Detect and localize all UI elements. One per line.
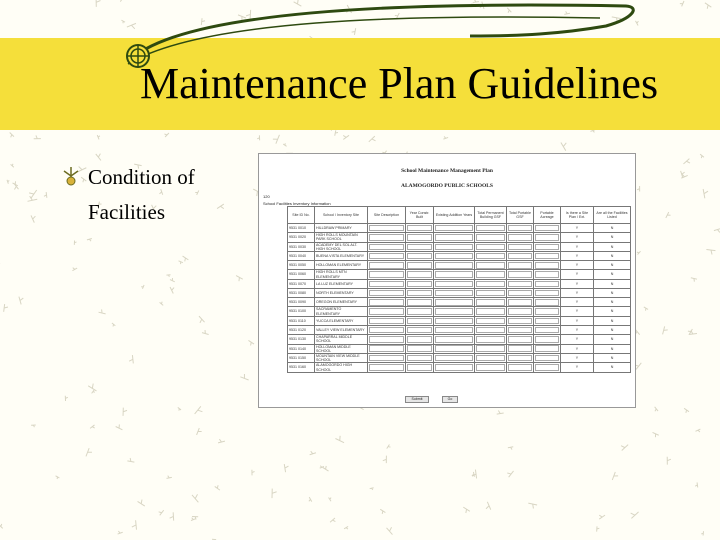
text-input[interactable] bbox=[369, 327, 404, 334]
inventory-table bbox=[287, 206, 631, 373]
yes-no-cell[interactable]: N bbox=[594, 279, 631, 288]
school-name-cell: HILLDRAW PRIMARY bbox=[315, 224, 368, 233]
text-input[interactable] bbox=[476, 253, 505, 260]
site-id-cell: 9531 0070 bbox=[288, 279, 315, 288]
input-field-cell[interactable] bbox=[475, 233, 507, 242]
table-row bbox=[288, 316, 631, 325]
yes-no-cell[interactable]: Y bbox=[561, 270, 594, 279]
yes-no-cell[interactable]: N bbox=[594, 224, 631, 233]
text-input[interactable] bbox=[407, 234, 432, 241]
text-input[interactable] bbox=[535, 234, 559, 241]
input-field-cell[interactable] bbox=[434, 325, 475, 334]
column-header: Total Permanent Building GSF bbox=[475, 207, 507, 224]
document-subtitle: ALAMOGORDO PUBLIC SCHOOLS bbox=[401, 183, 493, 189]
school-name-cell: NORTH ELEMENTARY bbox=[315, 288, 368, 297]
input-field-cell[interactable] bbox=[475, 288, 507, 297]
site-id-cell: 9531 0140 bbox=[288, 344, 315, 353]
text-input[interactable] bbox=[535, 364, 559, 371]
go-button[interactable]: Go bbox=[442, 396, 458, 403]
yes-no-cell[interactable]: N bbox=[594, 270, 631, 279]
yes-no-cell[interactable]: N bbox=[594, 353, 631, 362]
input-field-cell[interactable] bbox=[534, 261, 561, 270]
input-field-cell[interactable] bbox=[434, 252, 475, 261]
input-field-cell[interactable] bbox=[368, 316, 406, 325]
input-field-cell[interactable] bbox=[368, 344, 406, 353]
table-row bbox=[288, 335, 631, 344]
school-name-cell: BUENA VISTA ELEMENTARY bbox=[315, 252, 368, 261]
input-field-cell[interactable] bbox=[475, 270, 507, 279]
input-field-cell[interactable] bbox=[368, 224, 406, 233]
bullet-text: Condition of Facilities bbox=[88, 165, 195, 224]
yes-no-cell[interactable]: N bbox=[594, 288, 631, 297]
input-field-cell[interactable] bbox=[475, 353, 507, 362]
input-field-cell[interactable] bbox=[368, 261, 406, 270]
input-field-cell[interactable] bbox=[475, 307, 507, 316]
yes-no-cell[interactable]: Y bbox=[561, 363, 594, 372]
site-id-cell: 9531 0040 bbox=[288, 252, 315, 261]
input-field-cell[interactable] bbox=[406, 288, 434, 297]
text-input[interactable] bbox=[435, 262, 473, 269]
star-bullet-icon bbox=[60, 164, 82, 186]
text-input[interactable] bbox=[407, 253, 432, 260]
input-field-cell[interactable] bbox=[507, 307, 534, 316]
column-header: Site Description bbox=[368, 207, 406, 224]
text-input[interactable] bbox=[535, 299, 559, 306]
input-field-cell[interactable] bbox=[368, 298, 406, 307]
yes-no-cell[interactable]: N bbox=[594, 363, 631, 372]
text-input[interactable] bbox=[407, 364, 432, 371]
site-id-cell: 9531 0130 bbox=[288, 335, 315, 344]
input-field-cell[interactable] bbox=[406, 279, 434, 288]
site-id-cell: 9531 0150 bbox=[288, 353, 315, 362]
table-row bbox=[288, 298, 631, 307]
slide-title: Maintenance Plan Guidelines bbox=[140, 59, 659, 108]
text-input[interactable] bbox=[369, 318, 404, 325]
input-field-cell[interactable] bbox=[534, 298, 561, 307]
input-field-cell[interactable] bbox=[368, 252, 406, 261]
text-input[interactable] bbox=[407, 327, 432, 334]
input-field-cell[interactable] bbox=[475, 279, 507, 288]
column-header: Existing Addition Years bbox=[434, 207, 475, 224]
text-input[interactable] bbox=[407, 318, 432, 325]
text-input[interactable] bbox=[407, 244, 432, 251]
text-input[interactable] bbox=[407, 355, 432, 362]
school-name-cell: ACADEMY DEL SOL ALT. HIGH SCHOOL bbox=[315, 242, 368, 251]
text-input[interactable] bbox=[476, 318, 505, 325]
column-header: Year Constr. Built bbox=[406, 207, 434, 224]
input-field-cell[interactable] bbox=[368, 233, 406, 242]
input-field-cell[interactable] bbox=[475, 298, 507, 307]
yes-no-cell[interactable]: N bbox=[594, 233, 631, 242]
input-field-cell[interactable] bbox=[507, 363, 534, 372]
text-input[interactable] bbox=[369, 225, 404, 232]
text-input[interactable] bbox=[535, 281, 559, 288]
text-input[interactable] bbox=[435, 327, 473, 334]
column-header: Is there a Site Plan / Ext. bbox=[561, 207, 594, 224]
school-name-cell: OREGON ELEMENTARY bbox=[315, 298, 368, 307]
input-field-cell[interactable] bbox=[406, 252, 434, 261]
text-input[interactable] bbox=[407, 308, 432, 315]
input-field-cell[interactable] bbox=[434, 270, 475, 279]
input-field-cell[interactable] bbox=[434, 233, 475, 242]
input-field-cell[interactable] bbox=[475, 242, 507, 251]
input-field-cell[interactable] bbox=[406, 344, 434, 353]
text-input[interactable] bbox=[369, 290, 404, 297]
text-input[interactable] bbox=[535, 355, 559, 362]
text-input[interactable] bbox=[369, 244, 404, 251]
text-input[interactable] bbox=[435, 281, 473, 288]
input-field-cell[interactable] bbox=[507, 298, 534, 307]
text-input[interactable] bbox=[508, 234, 532, 241]
site-id-cell: 9531 0030 bbox=[288, 242, 315, 251]
yes-no-cell[interactable]: Y bbox=[561, 279, 594, 288]
table-row bbox=[288, 363, 631, 372]
text-input[interactable] bbox=[435, 345, 473, 352]
school-name-cell: YUCCA ELEMENTARY bbox=[315, 316, 368, 325]
yes-no-cell[interactable]: Y bbox=[561, 316, 594, 325]
text-input[interactable] bbox=[508, 253, 532, 260]
site-id-cell: 9531 0100 bbox=[288, 307, 315, 316]
yes-no-cell[interactable]: Y bbox=[561, 242, 594, 251]
input-field-cell[interactable] bbox=[507, 252, 534, 261]
input-field-cell[interactable] bbox=[368, 288, 406, 297]
table-row bbox=[288, 261, 631, 270]
text-input[interactable] bbox=[508, 355, 532, 362]
table-row bbox=[288, 344, 631, 353]
input-field-cell[interactable] bbox=[534, 279, 561, 288]
input-field-cell[interactable] bbox=[406, 233, 434, 242]
text-input[interactable] bbox=[476, 244, 505, 251]
text-input[interactable] bbox=[407, 225, 432, 232]
table-row bbox=[288, 270, 631, 279]
text-input[interactable] bbox=[407, 345, 432, 352]
bullet-item bbox=[60, 160, 238, 230]
text-input[interactable] bbox=[369, 308, 404, 315]
text-input[interactable] bbox=[535, 345, 559, 352]
text-input[interactable] bbox=[535, 253, 559, 260]
submit-button[interactable]: Submit bbox=[405, 396, 429, 403]
input-field-cell[interactable] bbox=[507, 270, 534, 279]
input-field-cell[interactable] bbox=[434, 363, 475, 372]
input-field-cell[interactable] bbox=[368, 242, 406, 251]
text-input[interactable] bbox=[476, 327, 505, 334]
input-field-cell[interactable] bbox=[368, 335, 406, 344]
input-field-cell[interactable] bbox=[434, 288, 475, 297]
text-input[interactable] bbox=[435, 336, 473, 343]
input-field-cell[interactable] bbox=[507, 325, 534, 334]
embedded-document bbox=[258, 153, 636, 408]
table-row bbox=[288, 242, 631, 251]
input-field-cell[interactable] bbox=[507, 261, 534, 270]
site-id-cell: 9531 0090 bbox=[288, 298, 315, 307]
yes-no-cell[interactable]: Y bbox=[561, 261, 594, 270]
input-field-cell[interactable] bbox=[534, 335, 561, 344]
yes-no-cell[interactable]: Y bbox=[561, 335, 594, 344]
text-input[interactable] bbox=[476, 225, 505, 232]
document-title: School Maintenance Management Plan bbox=[401, 168, 493, 174]
input-field-cell[interactable] bbox=[475, 363, 507, 372]
school-name-cell: ALAMOGORDO HIGH SCHOOL bbox=[315, 363, 368, 372]
input-field-cell[interactable] bbox=[368, 270, 406, 279]
yes-no-cell[interactable]: N bbox=[594, 344, 631, 353]
input-field-cell[interactable] bbox=[534, 316, 561, 325]
text-input[interactable] bbox=[369, 281, 404, 288]
yes-no-cell[interactable]: N bbox=[594, 307, 631, 316]
text-input[interactable] bbox=[476, 234, 505, 241]
yes-no-cell[interactable]: Y bbox=[561, 288, 594, 297]
yes-no-cell[interactable]: N bbox=[594, 335, 631, 344]
text-input[interactable] bbox=[435, 318, 473, 325]
yes-no-cell[interactable]: Y bbox=[561, 252, 594, 261]
input-field-cell[interactable] bbox=[475, 252, 507, 261]
input-field-cell[interactable] bbox=[534, 252, 561, 261]
input-field-cell[interactable] bbox=[507, 353, 534, 362]
yes-no-cell[interactable]: Y bbox=[561, 353, 594, 362]
input-field-cell[interactable] bbox=[368, 363, 406, 372]
column-header: Site ID No. bbox=[288, 207, 315, 224]
input-field-cell[interactable] bbox=[534, 344, 561, 353]
text-input[interactable] bbox=[508, 336, 532, 343]
document-label-top: 120 bbox=[263, 194, 270, 199]
table-row bbox=[288, 288, 631, 297]
input-field-cell[interactable] bbox=[406, 298, 434, 307]
text-input[interactable] bbox=[535, 327, 559, 334]
input-field-cell[interactable] bbox=[507, 224, 534, 233]
input-field-cell[interactable] bbox=[475, 261, 507, 270]
column-header: Are all the Facilities Listed bbox=[594, 207, 631, 224]
column-header: School / Inventory Site bbox=[315, 207, 368, 224]
yes-no-cell[interactable]: N bbox=[594, 261, 631, 270]
text-input[interactable] bbox=[508, 262, 532, 269]
text-input[interactable] bbox=[535, 336, 559, 343]
site-id-cell: 9531 0120 bbox=[288, 325, 315, 334]
text-input[interactable] bbox=[508, 345, 532, 352]
text-input[interactable] bbox=[435, 290, 473, 297]
site-id-cell: 9531 0060 bbox=[288, 270, 315, 279]
document-section-label: School Facilities Inventory Information bbox=[263, 201, 331, 206]
school-name-cell: CHAPARRAL MIDDLE SCHOOL bbox=[315, 335, 368, 344]
input-field-cell[interactable] bbox=[434, 261, 475, 270]
input-field-cell[interactable] bbox=[406, 353, 434, 362]
input-field-cell[interactable] bbox=[507, 335, 534, 344]
text-input[interactable] bbox=[508, 308, 532, 315]
input-field-cell[interactable] bbox=[507, 233, 534, 242]
yes-no-cell[interactable]: N bbox=[594, 252, 631, 261]
input-field-cell[interactable] bbox=[434, 316, 475, 325]
site-id-cell: 9531 0080 bbox=[288, 288, 315, 297]
text-input[interactable] bbox=[435, 308, 473, 315]
input-field-cell[interactable] bbox=[475, 325, 507, 334]
text-input[interactable] bbox=[369, 345, 404, 352]
text-input[interactable] bbox=[407, 262, 432, 269]
text-input[interactable] bbox=[435, 253, 473, 260]
text-input[interactable] bbox=[508, 364, 532, 371]
text-input[interactable] bbox=[369, 355, 404, 362]
text-input[interactable] bbox=[476, 299, 505, 306]
input-field-cell[interactable] bbox=[434, 298, 475, 307]
input-field-cell[interactable] bbox=[534, 270, 561, 279]
text-input[interactable] bbox=[476, 345, 505, 352]
input-field-cell[interactable] bbox=[434, 224, 475, 233]
school-name-cell: SACRAMENTO ELEMENTARY bbox=[315, 307, 368, 316]
text-input[interactable] bbox=[369, 253, 404, 260]
input-field-cell[interactable] bbox=[406, 316, 434, 325]
text-input[interactable] bbox=[407, 299, 432, 306]
input-field-cell[interactable] bbox=[507, 316, 534, 325]
input-field-cell[interactable] bbox=[534, 224, 561, 233]
site-id-cell: 9531 0050 bbox=[288, 261, 315, 270]
site-id-cell: 9531 0020 bbox=[288, 233, 315, 242]
input-field-cell[interactable] bbox=[534, 307, 561, 316]
text-input[interactable] bbox=[369, 234, 404, 241]
yes-no-cell[interactable]: Y bbox=[561, 224, 594, 233]
input-field-cell[interactable] bbox=[507, 279, 534, 288]
yes-no-cell[interactable]: N bbox=[594, 325, 631, 334]
text-input[interactable] bbox=[535, 225, 559, 232]
yes-no-cell[interactable]: N bbox=[594, 242, 631, 251]
input-field-cell[interactable] bbox=[434, 344, 475, 353]
table-row bbox=[288, 233, 631, 242]
text-input[interactable] bbox=[369, 299, 404, 306]
input-field-cell[interactable] bbox=[406, 224, 434, 233]
text-input[interactable] bbox=[535, 262, 559, 269]
input-field-cell[interactable] bbox=[434, 242, 475, 251]
yes-no-cell[interactable]: N bbox=[594, 298, 631, 307]
site-id-cell: 9531 0110 bbox=[288, 316, 315, 325]
input-field-cell[interactable] bbox=[534, 288, 561, 297]
text-input[interactable] bbox=[476, 336, 505, 343]
input-field-cell[interactable] bbox=[434, 279, 475, 288]
text-input[interactable] bbox=[435, 299, 473, 306]
input-field-cell[interactable] bbox=[406, 261, 434, 270]
input-field-cell[interactable] bbox=[475, 335, 507, 344]
school-name-cell: VALLEY VIEW ELEMENTARY bbox=[315, 325, 368, 334]
input-field-cell[interactable] bbox=[475, 224, 507, 233]
school-name-cell: LA LUZ ELEMENTARY bbox=[315, 279, 368, 288]
text-input[interactable] bbox=[476, 271, 505, 278]
yes-no-cell[interactable]: Y bbox=[561, 344, 594, 353]
input-field-cell[interactable] bbox=[534, 242, 561, 251]
text-input[interactable] bbox=[508, 299, 532, 306]
text-input[interactable] bbox=[535, 290, 559, 297]
input-field-cell[interactable] bbox=[475, 344, 507, 353]
table-row bbox=[288, 252, 631, 261]
school-name-cell: MOUNTAIN VIEW MIDDLE SCHOOL bbox=[315, 353, 368, 362]
text-input[interactable] bbox=[476, 364, 505, 371]
input-field-cell[interactable] bbox=[434, 335, 475, 344]
column-header: Portable Acreage bbox=[534, 207, 561, 224]
text-input[interactable] bbox=[407, 281, 432, 288]
input-field-cell[interactable] bbox=[406, 270, 434, 279]
text-input[interactable] bbox=[535, 308, 559, 315]
text-input[interactable] bbox=[435, 244, 473, 251]
text-input[interactable] bbox=[535, 318, 559, 325]
input-field-cell[interactable] bbox=[534, 363, 561, 372]
text-input[interactable] bbox=[407, 336, 432, 343]
table-row bbox=[288, 224, 631, 233]
yes-no-cell[interactable]: Y bbox=[561, 233, 594, 242]
table-row bbox=[288, 279, 631, 288]
yes-no-cell[interactable]: Y bbox=[561, 325, 594, 334]
input-field-cell[interactable] bbox=[368, 307, 406, 316]
text-input[interactable] bbox=[535, 271, 559, 278]
school-name-cell: HIGH ROLLS MTN ELEMENTARY bbox=[315, 270, 368, 279]
input-field-cell[interactable] bbox=[475, 316, 507, 325]
school-name-cell: HOLLOMAN ELEMENTARY bbox=[315, 261, 368, 270]
table-row bbox=[288, 353, 631, 362]
text-input[interactable] bbox=[369, 271, 404, 278]
text-input[interactable] bbox=[508, 290, 532, 297]
text-input[interactable] bbox=[435, 234, 473, 241]
input-field-cell[interactable] bbox=[406, 242, 434, 251]
input-field-cell[interactable] bbox=[434, 353, 475, 362]
text-input[interactable] bbox=[476, 290, 505, 297]
text-input[interactable] bbox=[435, 271, 473, 278]
text-input[interactable] bbox=[508, 327, 532, 334]
text-input[interactable] bbox=[508, 244, 532, 251]
input-field-cell[interactable] bbox=[406, 307, 434, 316]
input-field-cell[interactable] bbox=[368, 353, 406, 362]
site-id-cell: 9531 0010 bbox=[288, 224, 315, 233]
input-field-cell[interactable] bbox=[534, 325, 561, 334]
table-row bbox=[288, 307, 631, 316]
yes-no-cell[interactable]: Y bbox=[561, 298, 594, 307]
text-input[interactable] bbox=[535, 244, 559, 251]
input-field-cell[interactable] bbox=[534, 233, 561, 242]
table-row bbox=[288, 325, 631, 334]
text-input[interactable] bbox=[435, 355, 473, 362]
input-field-cell[interactable] bbox=[507, 288, 534, 297]
input-field-cell[interactable] bbox=[368, 325, 406, 334]
input-field-cell[interactable] bbox=[406, 335, 434, 344]
text-input[interactable] bbox=[476, 262, 505, 269]
text-input[interactable] bbox=[369, 336, 404, 343]
yes-no-cell[interactable]: N bbox=[594, 316, 631, 325]
input-field-cell[interactable] bbox=[434, 307, 475, 316]
yes-no-cell[interactable]: Y bbox=[561, 307, 594, 316]
text-input[interactable] bbox=[508, 281, 532, 288]
text-input[interactable] bbox=[508, 318, 532, 325]
text-input[interactable] bbox=[369, 364, 404, 371]
school-name-cell: HOLLOMAN MIDDLE SCHOOL bbox=[315, 344, 368, 353]
input-field-cell[interactable] bbox=[406, 363, 434, 372]
input-field-cell[interactable] bbox=[507, 242, 534, 251]
input-field-cell[interactable] bbox=[507, 344, 534, 353]
input-field-cell[interactable] bbox=[368, 279, 406, 288]
input-field-cell[interactable] bbox=[534, 353, 561, 362]
school-name-cell: HIGH ROLLS MOUNTAIN PARK SCHOOL bbox=[315, 233, 368, 242]
text-input[interactable] bbox=[476, 281, 505, 288]
text-input[interactable] bbox=[407, 271, 432, 278]
text-input[interactable] bbox=[508, 225, 532, 232]
text-input[interactable] bbox=[508, 271, 532, 278]
input-field-cell[interactable] bbox=[406, 325, 434, 334]
text-input[interactable] bbox=[476, 308, 505, 315]
text-input[interactable] bbox=[435, 364, 473, 371]
site-id-cell: 9531 0160 bbox=[288, 363, 315, 372]
column-header: Total Portable GSF bbox=[507, 207, 534, 224]
text-input[interactable] bbox=[476, 355, 505, 362]
text-input[interactable] bbox=[369, 262, 404, 269]
text-input[interactable] bbox=[435, 225, 473, 232]
text-input[interactable] bbox=[407, 290, 432, 297]
